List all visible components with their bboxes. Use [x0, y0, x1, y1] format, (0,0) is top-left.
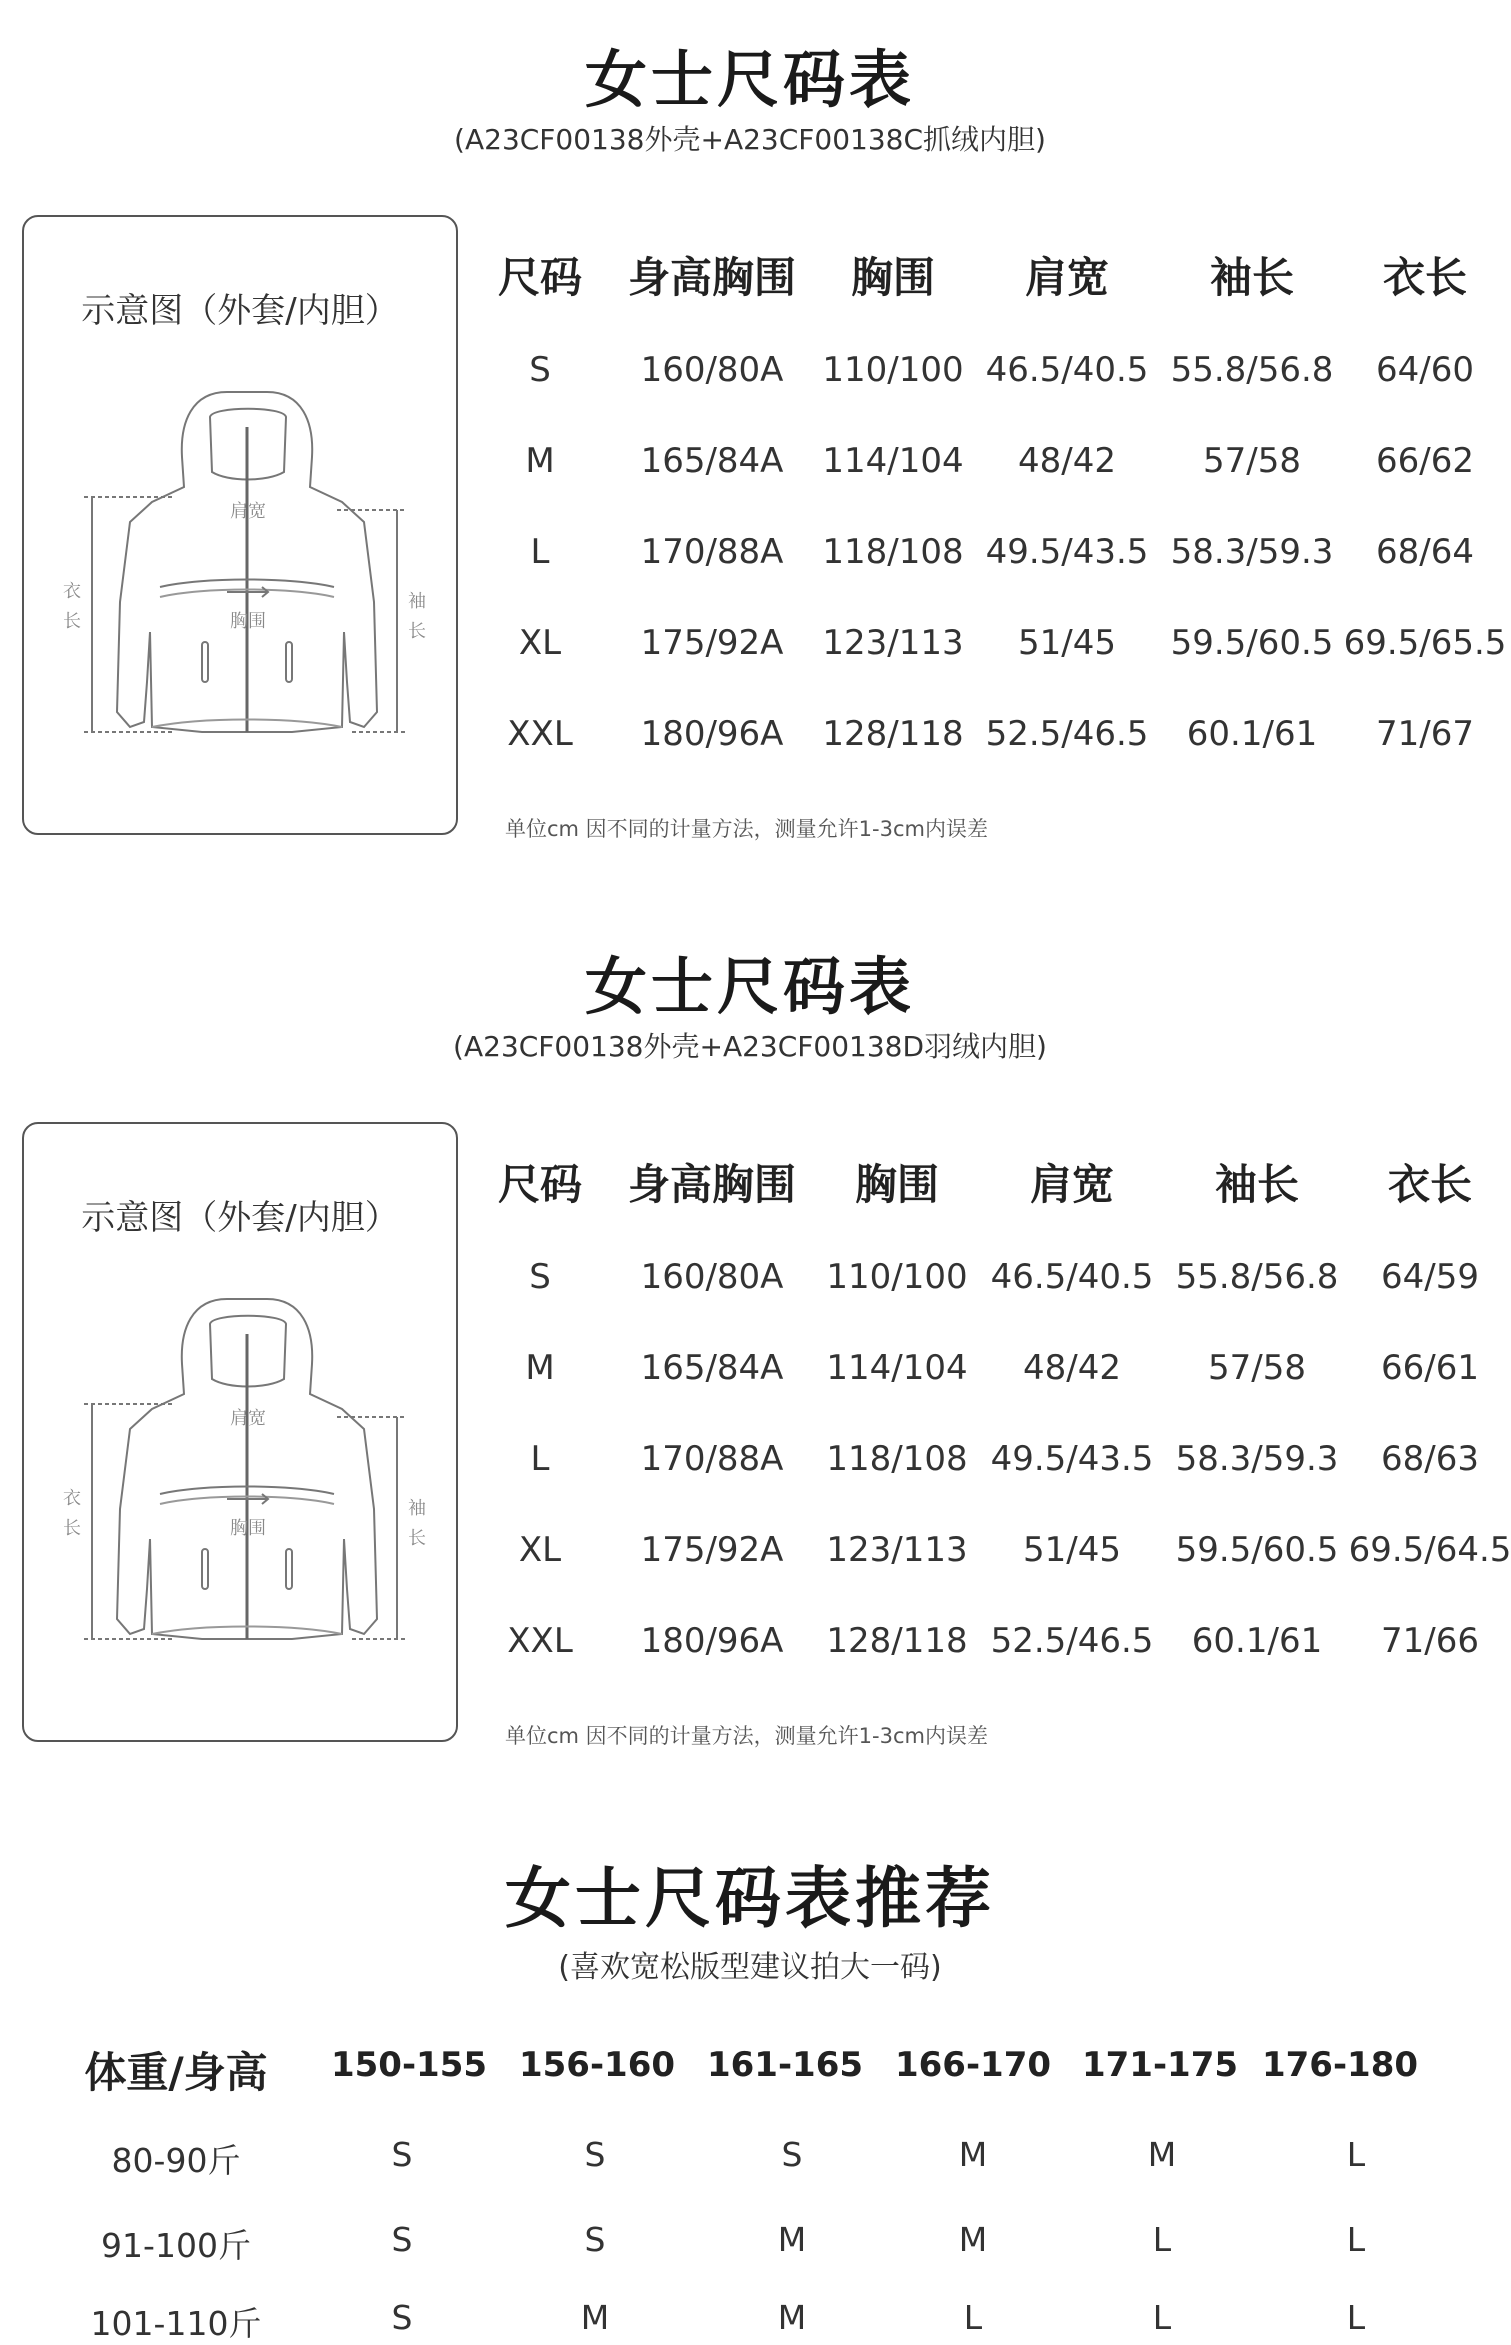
sleeve-label-1: 袖: [408, 591, 426, 612]
cell: 60.1/61: [1191, 1621, 1323, 1661]
cell: 123/113: [826, 1530, 968, 1570]
sleeve-label-1: 袖: [408, 1498, 426, 1519]
cell: 64/59: [1381, 1257, 1479, 1297]
cell: 170/88A: [640, 1439, 784, 1479]
cell: 52.5/46.5: [985, 714, 1149, 754]
header-length: 衣长: [1387, 1160, 1473, 1209]
length-label-1: 衣: [63, 1488, 81, 1509]
cell: 46.5/40.5: [985, 350, 1149, 390]
cell: 64/60: [1376, 350, 1474, 390]
cell: 118/108: [822, 532, 964, 572]
cell: 165/84A: [640, 441, 784, 481]
jacket-diagram-icon: [52, 1289, 432, 1669]
cell: 58.3/59.3: [1170, 532, 1334, 572]
sleeve-label-2: 长: [408, 1528, 426, 1549]
cell: 71/66: [1381, 1621, 1479, 1661]
diagram-title: 示意图（外套/内胆）: [81, 291, 399, 331]
section-title: 女士尺码表: [584, 950, 915, 1023]
diagram-box: [22, 1122, 458, 1742]
cell: 66/61: [1381, 1348, 1479, 1388]
cell: XXL: [507, 714, 573, 754]
cell: 66/62: [1376, 441, 1474, 481]
height-header: 156-160: [518, 2045, 676, 2085]
size-cell: S: [391, 2220, 413, 2259]
diagram-title: 示意图（外套/内胆）: [81, 1198, 399, 1238]
cell: M: [525, 1348, 555, 1388]
header-chest: 胸围: [854, 1160, 940, 1209]
shoulder-label: 肩宽: [230, 501, 266, 522]
cell: 110/100: [826, 1257, 968, 1297]
header-size: 尺码: [497, 1160, 583, 1209]
cell: S: [529, 350, 551, 390]
header-shoulder: 肩宽: [1024, 253, 1110, 302]
cell: 59.5/60.5: [1170, 623, 1334, 663]
cell: 118/108: [826, 1439, 968, 1479]
size-cell: L: [963, 2298, 983, 2337]
cell: 69.5/65.5: [1343, 623, 1507, 663]
weight-label: 80-90斤: [111, 2141, 241, 2180]
cell: 68/64: [1376, 532, 1474, 572]
size-cell: M: [1147, 2135, 1177, 2174]
cell: 110/100: [822, 350, 964, 390]
cell: 60.1/61: [1186, 714, 1318, 754]
length-label-2: 长: [63, 1518, 81, 1539]
cell: XL: [518, 623, 562, 663]
size-cell: M: [958, 2135, 988, 2174]
cell: 175/92A: [640, 1530, 784, 1570]
size-chart-section-1: [0, 0, 1507, 890]
corner-header: 体重/身高: [84, 2048, 268, 2097]
cell: 175/92A: [640, 623, 784, 663]
header-size: 尺码: [497, 253, 583, 302]
weight-label: 91-100斤: [101, 2226, 251, 2265]
header-height-chest: 身高胸围: [627, 253, 797, 302]
cell: XL: [518, 1530, 562, 1570]
cell: 114/104: [826, 1348, 968, 1388]
cell: 165/84A: [640, 1348, 784, 1388]
size-cell: M: [580, 2298, 610, 2337]
cell: 128/118: [826, 1621, 968, 1661]
size-cell: S: [584, 2220, 606, 2259]
measurement-note: 单位cm 因不同的计量方法，测量允许1-3cm内误差: [505, 1724, 988, 1748]
size-cell: S: [584, 2135, 606, 2174]
size-cell: M: [777, 2220, 807, 2259]
cell: S: [529, 1257, 551, 1297]
cell: 123/113: [822, 623, 964, 663]
size-cell: S: [781, 2135, 803, 2174]
cell: 55.8/56.8: [1170, 350, 1334, 390]
cell: 52.5/46.5: [990, 1621, 1154, 1661]
cell: 48/42: [1023, 1348, 1121, 1388]
size-cell: L: [1346, 2220, 1366, 2259]
size-cell: L: [1152, 2220, 1172, 2259]
section-subtitle: (A23CF00138外壳+A23CF00138C抓绒内胆): [454, 123, 1046, 156]
cell: 57/58: [1208, 1348, 1306, 1388]
header-chest: 胸围: [850, 253, 936, 302]
length-label-1: 衣: [63, 581, 81, 602]
cell: 49.5/43.5: [985, 532, 1149, 572]
cell: 71/67: [1376, 714, 1474, 754]
recommend-table: [0, 2040, 1500, 2343]
size-chart-section-2: [0, 907, 1511, 1797]
cell: L: [530, 532, 550, 572]
height-header: 150-155: [330, 2045, 488, 2085]
height-header: 166-170: [894, 2045, 1052, 2085]
sleeve-label-2: 长: [408, 621, 426, 642]
section-title: 女士尺码表: [584, 43, 915, 116]
cell: 69.5/64.5: [1348, 1530, 1511, 1570]
size-cell: M: [958, 2220, 988, 2259]
header-length: 衣长: [1382, 253, 1468, 302]
cell: 55.8/56.8: [1175, 1257, 1339, 1297]
cell: 68/63: [1381, 1439, 1479, 1479]
diagram-box: [22, 215, 458, 835]
chest-label: 胸围: [230, 611, 266, 632]
size-cell: M: [777, 2298, 807, 2337]
header-sleeve: 袖长: [1214, 1160, 1300, 1209]
cell: 160/80A: [640, 350, 784, 390]
cell: 114/104: [822, 441, 964, 481]
cell: 170/88A: [640, 532, 784, 572]
cell: 48/42: [1018, 441, 1116, 481]
cell: 180/96A: [640, 714, 784, 754]
header-sleeve: 袖长: [1209, 253, 1295, 302]
height-header: 171-175: [1081, 2045, 1239, 2085]
header-shoulder: 肩宽: [1029, 1160, 1115, 1209]
cell: 57/58: [1203, 441, 1301, 481]
size-cell: L: [1346, 2298, 1366, 2337]
height-header: 176-180: [1261, 2045, 1419, 2085]
weight-label: 101-110斤: [90, 2304, 262, 2343]
header-height-chest: 身高胸围: [627, 1160, 797, 1209]
measurement-note: 单位cm 因不同的计量方法，测量允许1-3cm内误差: [505, 817, 988, 841]
cell: 160/80A: [640, 1257, 784, 1297]
cell: 51/45: [1023, 1530, 1121, 1570]
cell: 46.5/40.5: [990, 1257, 1154, 1297]
size-cell: S: [391, 2298, 413, 2337]
height-header: 161-165: [706, 2045, 864, 2085]
recommend-title: 女士尺码表推荐: [505, 1860, 995, 1937]
chest-label: 胸围: [230, 1518, 266, 1539]
cell: 58.3/59.3: [1175, 1439, 1339, 1479]
size-cell: L: [1346, 2135, 1366, 2174]
shoulder-label: 肩宽: [230, 1408, 266, 1429]
jacket-diagram-icon: [52, 382, 432, 762]
cell: L: [530, 1439, 550, 1479]
cell: 59.5/60.5: [1175, 1530, 1339, 1570]
cell: 180/96A: [640, 1621, 784, 1661]
section-subtitle: (A23CF00138外壳+A23CF00138D羽绒内胆): [453, 1030, 1047, 1063]
size-cell: S: [391, 2135, 413, 2174]
cell: M: [525, 441, 555, 481]
cell: XXL: [507, 1621, 573, 1661]
cell: 128/118: [822, 714, 964, 754]
cell: 49.5/43.5: [990, 1439, 1154, 1479]
recommend-subtitle: (喜欢宽松版型建议拍大一码): [558, 1950, 942, 1985]
length-label-2: 长: [63, 611, 81, 632]
cell: 51/45: [1018, 623, 1116, 663]
size-cell: L: [1152, 2298, 1172, 2337]
